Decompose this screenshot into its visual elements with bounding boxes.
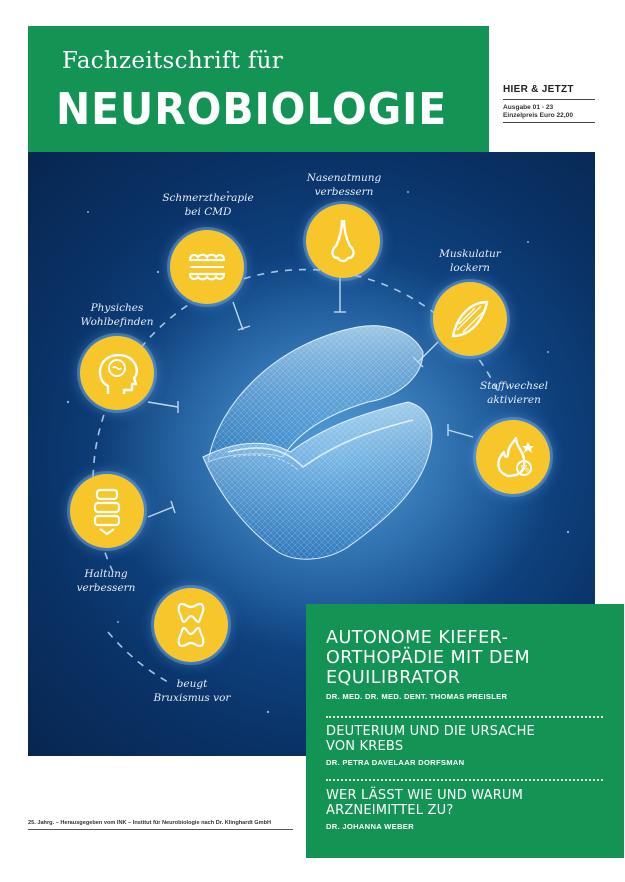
article-divider (326, 716, 603, 718)
muscle-icon (445, 294, 495, 344)
article-2[interactable] (326, 724, 535, 767)
article-3-author: DR. JOHANNA WEBER (326, 822, 414, 831)
masthead-title: NEUROBIOLOGIE (56, 84, 448, 135)
spine-icon (82, 486, 132, 536)
metabolism-label: Stoffwechsel aktivieren (480, 380, 548, 406)
muscle-badge (433, 282, 507, 356)
issue-number: Ausgabe 01 - 23 (503, 104, 554, 111)
wellbeing-label: Physiches Wohlbefinden (80, 302, 154, 328)
muscle-label: Muskulatur lockern (439, 248, 501, 274)
article-1-headline: AUTONOME KIEFER- ORTHOPÄDIE MIT DEM EQUILIBRATOR (326, 628, 531, 688)
article-1[interactable] (326, 628, 530, 701)
article-2-author: DR. PETRA DAVELAAR DORFSMAN (326, 758, 465, 767)
posture-label: Haltung verbessern (76, 568, 136, 594)
bruxism-badge (154, 588, 228, 662)
masthead-pretitle: Fachzeitschrift für (62, 48, 284, 74)
nose-icon (318, 216, 368, 266)
posture-badge (70, 474, 144, 548)
issue-label: HIER & JETZT (503, 84, 595, 100)
teeth-icon (182, 242, 232, 292)
publisher-footer: 25. Jahrg. – Herausgegeben vom INK – Institut für Neurobiologie nach Dr. Klinghardt GmbH (28, 820, 293, 830)
flame-percent-icon (488, 432, 538, 482)
nose-label: Nasenatmung verbessern (306, 172, 382, 198)
issue-info (503, 84, 595, 123)
head-brain-icon (92, 348, 142, 398)
article-3[interactable] (326, 788, 523, 831)
article-1-author: DR. MED. DR. MED. DENT. THOMAS PREISLER (326, 692, 508, 701)
wellbeing-badge (80, 336, 154, 410)
nose-badge (306, 204, 380, 278)
article-divider (326, 779, 603, 781)
svg-text:%: % (520, 464, 530, 475)
cmd-label: Schmerztherapie bei CMD (162, 192, 254, 218)
cmd-badge (170, 230, 244, 304)
metabolism-badge (476, 420, 550, 494)
tooth-pair-icon (166, 600, 216, 650)
headline-box (306, 604, 624, 858)
issue-price: Einzelpreis Euro 22,00 (503, 112, 595, 123)
masthead (28, 26, 489, 152)
article-3-headline: WER LÄSST WIE UND WARUM ARZNEIMITTEL ZU? (326, 788, 524, 818)
article-2-headline: DEUTERIUM UND DIE URSACHE VON KREBS (326, 724, 535, 754)
bruxism-label: beugt Bruxismus vor (153, 678, 231, 704)
